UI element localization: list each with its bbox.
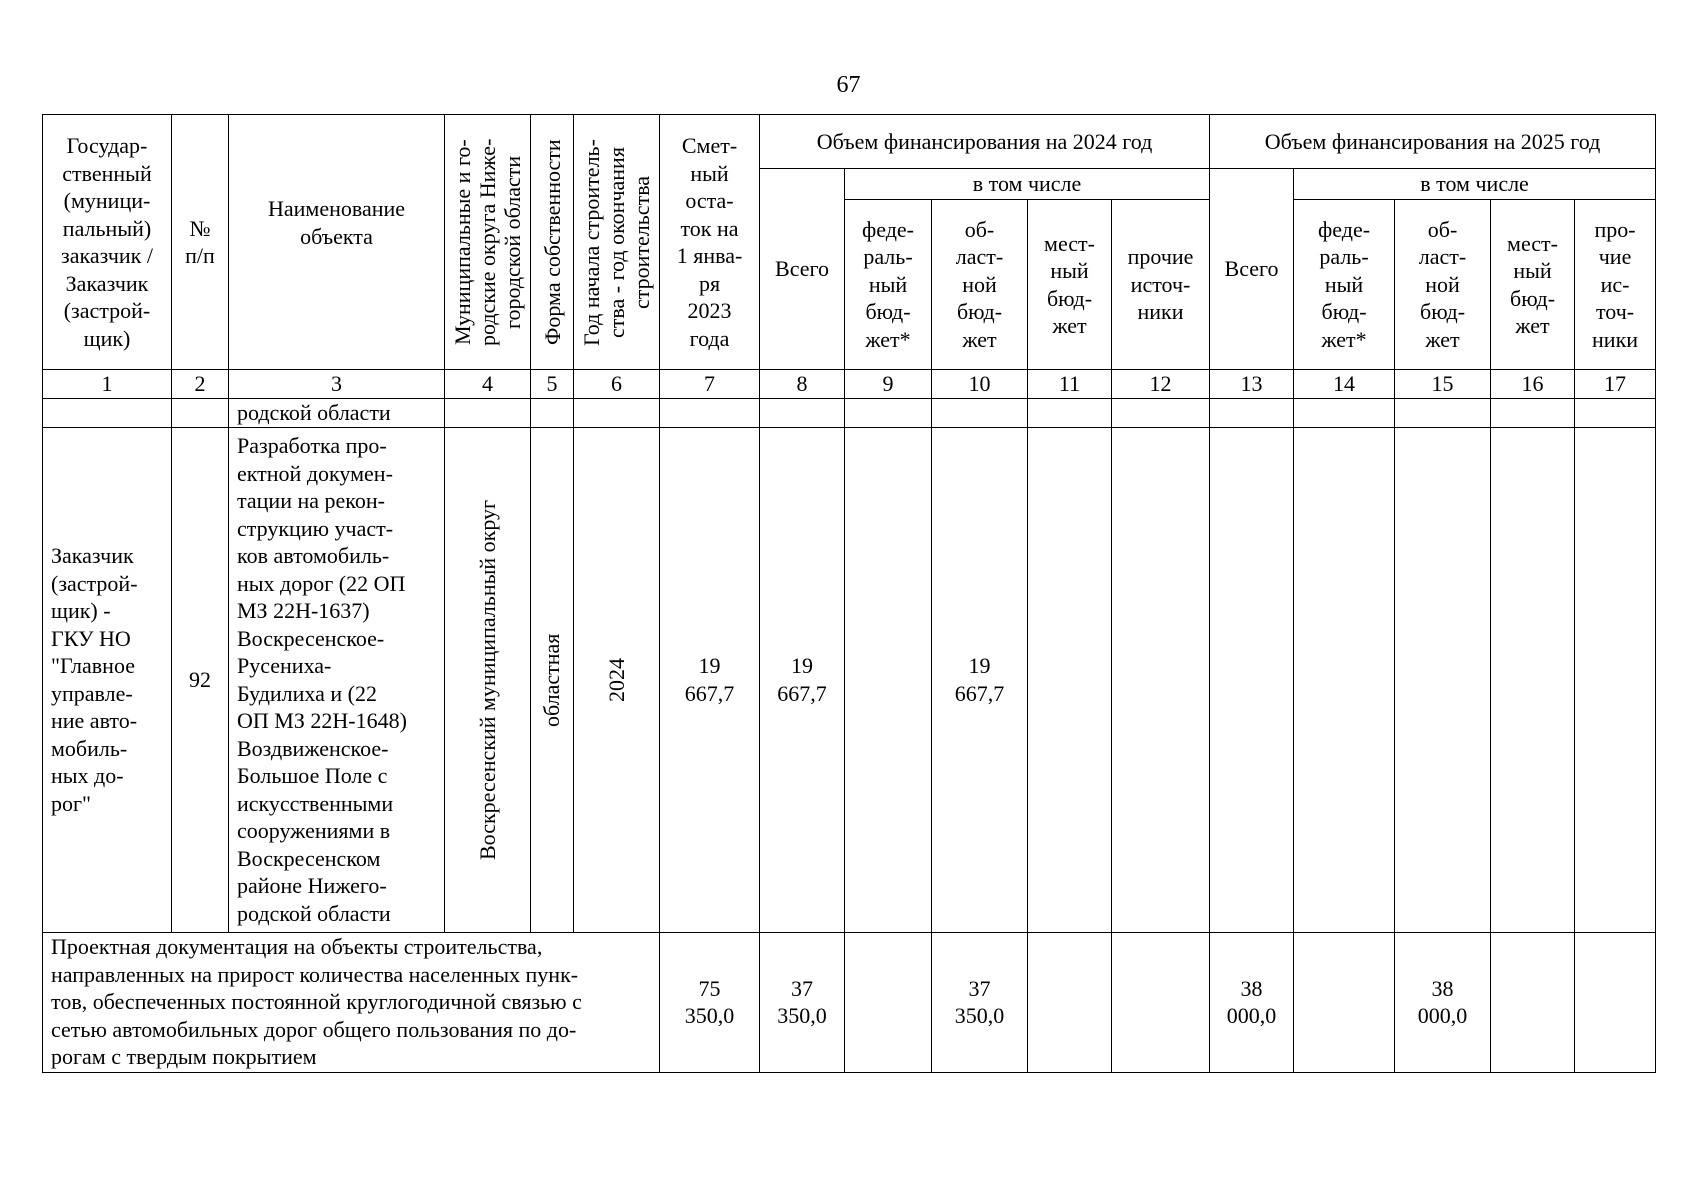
header-incl-2025: в том числе xyxy=(1294,169,1656,200)
column-number: 8 xyxy=(760,370,845,399)
header-num: № п/п xyxy=(172,115,229,370)
row-federal-2025 xyxy=(1294,427,1395,932)
empty-cell xyxy=(531,398,574,427)
column-number: 1 xyxy=(43,370,172,399)
column-number: 13 xyxy=(1210,370,1294,399)
header-ownership: Форма собственности xyxy=(539,139,565,345)
row-years: 2024 xyxy=(603,657,629,702)
row-regional-2025 xyxy=(1395,427,1491,932)
header-other-2025: про- чие ис- точ- ники xyxy=(1575,200,1656,370)
header-municipal-cell xyxy=(445,115,531,370)
summary-label: Проектная документация на объекты строительства, направленных на прирост количества населенных пунк- тов, обеспеченных постоянной круглогодичной связью с сетью автомобильных дорог общего пользования по до- рогам с твердым покрытием xyxy=(43,932,660,1072)
summary-other-2024 xyxy=(1112,932,1210,1072)
row-estimate: 19 667,7 xyxy=(660,427,760,932)
column-number: 2 xyxy=(172,370,229,399)
empty-cell xyxy=(172,398,229,427)
column-number: 7 xyxy=(660,370,760,399)
empty-cell xyxy=(445,398,531,427)
summary-local-2024 xyxy=(1028,932,1112,1072)
column-number: 5 xyxy=(531,370,574,399)
column-number: 17 xyxy=(1575,370,1656,399)
summary-total-2025: 38 000,0 xyxy=(1210,932,1294,1072)
header-estimate: Смет- ный оста- ток на 1 янва- ря 2023 года xyxy=(660,115,760,370)
summary-total-2024: 37 350,0 xyxy=(760,932,845,1072)
column-numbers-row xyxy=(43,370,1656,399)
row-local-2024 xyxy=(1028,427,1112,932)
empty-cell xyxy=(1294,398,1395,427)
row-local-2025 xyxy=(1491,427,1575,932)
header-customer: Государ- ственный (муници- пальный) заказчик / Заказчик (застрой- щик) xyxy=(43,115,172,370)
header-fin-2025: Объем финансирования на 2025 год xyxy=(1210,115,1656,169)
column-number: 12 xyxy=(1112,370,1210,399)
header-ownership-cell xyxy=(531,115,574,370)
financing-table xyxy=(42,114,1656,1073)
summary-local-2025 xyxy=(1491,932,1575,1072)
continuation-object-name: родской области xyxy=(229,398,445,427)
empty-cell xyxy=(1491,398,1575,427)
empty-cell xyxy=(1395,398,1491,427)
row-regional-2024: 19 667,7 xyxy=(932,427,1028,932)
header-fin-2024: Объем финансирования на 2024 год xyxy=(760,115,1210,169)
column-number: 10 xyxy=(932,370,1028,399)
summary-row xyxy=(43,932,1656,1072)
empty-cell xyxy=(760,398,845,427)
summary-regional-2024: 37 350,0 xyxy=(932,932,1028,1072)
column-number: 16 xyxy=(1491,370,1575,399)
empty-cell xyxy=(1575,398,1656,427)
row-years-cell xyxy=(574,427,660,932)
table-row xyxy=(43,427,1656,932)
row-other-2025 xyxy=(1575,427,1656,932)
header-row-1 xyxy=(43,115,1656,169)
empty-cell xyxy=(1210,398,1294,427)
empty-cell xyxy=(43,398,172,427)
empty-cell xyxy=(1112,398,1210,427)
row-municipal-cell xyxy=(445,427,531,932)
header-total-2024: Всего xyxy=(760,169,845,370)
empty-cell xyxy=(845,398,932,427)
continuation-row xyxy=(43,398,1656,427)
header-regional-2024: об- ласт- ной бюд- жет xyxy=(932,200,1028,370)
header-local-2025: мест- ный бюд- жет xyxy=(1491,200,1575,370)
header-local-2024: мест- ный бюд- жет xyxy=(1028,200,1112,370)
page-number: 67 xyxy=(836,72,861,98)
header-regional-2025: об- ласт- ной бюд- жет xyxy=(1395,200,1491,370)
row-ownership: областная xyxy=(539,632,565,727)
column-number: 9 xyxy=(845,370,932,399)
summary-estimate: 75 350,0 xyxy=(660,932,760,1072)
header-municipal: Муниципальные и го- родские округа Ниже- городской области xyxy=(450,138,525,346)
row-federal-2024 xyxy=(845,427,932,932)
summary-federal-2024 xyxy=(845,932,932,1072)
header-years: Год начала строитель- ства - год окончания строительства xyxy=(579,138,654,346)
empty-cell xyxy=(932,398,1028,427)
header-incl-2024: в том числе xyxy=(845,169,1210,200)
row-total-2025 xyxy=(1210,427,1294,932)
header-object-name: Наименование объекта xyxy=(229,115,445,370)
column-number: 4 xyxy=(445,370,531,399)
row-total-2024: 19 667,7 xyxy=(760,427,845,932)
column-number: 15 xyxy=(1395,370,1491,399)
header-other-2024: прочие источ- ники xyxy=(1112,200,1210,370)
summary-other-2025 xyxy=(1575,932,1656,1072)
header-federal-2025: феде- раль- ный бюд- жет* xyxy=(1294,200,1395,370)
empty-cell xyxy=(660,398,760,427)
row-ownership-cell xyxy=(531,427,574,932)
row-other-2024 xyxy=(1112,427,1210,932)
column-number: 14 xyxy=(1294,370,1395,399)
row-object-name: Разработка про- ектной докумен- тации на рекон- струкцию участ- ков автомобиль- ных дорог (22 ОП МЗ 22Н-1637) Воскресенское- Русениха- Будилиха и (22 ОП МЗ 22Н-1648) Воздвиженское- Большое Поле с искусственными сооружениями в Воскресенском районе Нижего- родской области xyxy=(229,427,445,932)
header-total-2025: Всего xyxy=(1210,169,1294,370)
empty-cell xyxy=(574,398,660,427)
column-number: 11 xyxy=(1028,370,1112,399)
column-number: 6 xyxy=(574,370,660,399)
row-num: 92 xyxy=(172,427,229,932)
row-customer: Заказчик (застрой- щик) - ГКУ НО "Главное управле- ние авто- мобиль- ных до- рог" xyxy=(43,427,172,932)
header-years-cell xyxy=(574,115,660,370)
summary-regional-2025: 38 000,0 xyxy=(1395,932,1491,1072)
row-municipal: Воскресенский муниципальный округ xyxy=(474,499,500,860)
summary-federal-2025 xyxy=(1294,932,1395,1072)
column-number: 3 xyxy=(229,370,445,399)
header-federal-2024: феде- раль- ный бюд- жет* xyxy=(845,200,932,370)
empty-cell xyxy=(1028,398,1112,427)
